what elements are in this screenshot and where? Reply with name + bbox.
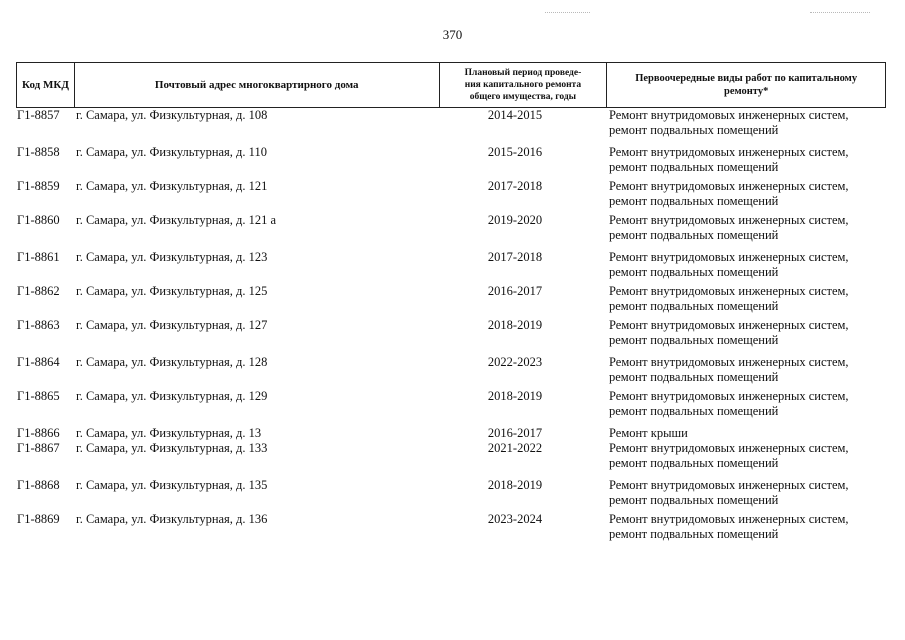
table-row xyxy=(16,426,886,441)
repair-period: 2021-2022 xyxy=(487,441,543,455)
repair-works-line: ремонт подвальных помещений xyxy=(609,404,779,418)
repair-works-line: ремонт подвальных помещений xyxy=(609,123,779,137)
repair-period: 2018-2019 xyxy=(487,389,543,403)
page-number: 370 xyxy=(442,27,463,42)
table-row xyxy=(16,441,886,478)
repair-works-line: Ремонт внутридомовых инженерных систем, xyxy=(609,108,849,122)
mkd-code: Г1-8868 xyxy=(17,478,60,492)
mkd-code: Г1-8862 xyxy=(17,284,60,298)
table-row xyxy=(16,355,886,389)
repair-works-line: ремонт подвальных помещений xyxy=(609,160,779,174)
mkd-code: Г1-8863 xyxy=(17,318,60,332)
repair-works xyxy=(607,250,886,284)
mkd-address: г. Самара, ул. Физкультурная, д. 121 xyxy=(76,179,268,193)
repair-period: 2022-2023 xyxy=(487,355,543,369)
repair-works xyxy=(607,145,886,179)
mkd-code: Г1-8858 xyxy=(17,145,60,159)
table-row xyxy=(16,284,886,318)
table-row xyxy=(16,250,886,284)
repair-works xyxy=(607,426,886,441)
mkd-code: Г1-8864 xyxy=(17,355,60,369)
header-works-line: ремонту* xyxy=(723,86,769,97)
mkd-code: Г1-8861 xyxy=(17,250,60,264)
table-row xyxy=(16,108,886,145)
scan-artifact-left xyxy=(545,12,590,14)
repair-works-line: ремонт подвальных помещений xyxy=(609,493,779,507)
mkd-address: г. Самара, ул. Физкультурная, д. 123 xyxy=(76,250,268,264)
repair-works xyxy=(607,441,886,478)
capital-repair-table xyxy=(16,62,886,552)
repair-works-line: Ремонт внутридомовых инженерных систем, xyxy=(609,441,849,455)
header-period-line: ния капитального ремонта xyxy=(464,80,582,90)
repair-works-line: Ремонт внутридомовых инженерных систем, xyxy=(609,145,849,159)
repair-works xyxy=(607,108,886,145)
repair-period: 2017-2018 xyxy=(487,179,543,193)
repair-works xyxy=(607,512,886,552)
table-body xyxy=(16,108,886,552)
table-row xyxy=(16,179,886,213)
mkd-address: г. Самара, ул. Физкультурная, д. 136 xyxy=(76,512,268,526)
repair-period: 2014-2015 xyxy=(487,108,543,122)
repair-works-line: ремонт подвальных помещений xyxy=(609,456,779,470)
scan-artifact-right xyxy=(810,12,870,14)
mkd-address: г. Самара, ул. Физкультурная, д. 110 xyxy=(76,145,267,159)
mkd-address: г. Самара, ул. Физкультурная, д. 128 xyxy=(76,355,268,369)
repair-works xyxy=(607,213,886,250)
header-code: Код МКД xyxy=(17,63,75,107)
mkd-code: Г1-8866 xyxy=(17,426,60,440)
table-row xyxy=(16,145,886,179)
repair-works-line: ремонт подвальных помещений xyxy=(609,370,779,384)
repair-works-line: Ремонт внутридомовых инженерных систем, xyxy=(609,478,849,492)
mkd-address: г. Самара, ул. Физкультурная, д. 108 xyxy=(76,108,268,122)
repair-works xyxy=(607,284,886,318)
header-period xyxy=(440,63,608,107)
mkd-address: г. Самара, ул. Физкультурная, д. 127 xyxy=(76,318,268,332)
repair-works xyxy=(607,478,886,512)
mkd-address: г. Самара, ул. Физкультурная, д. 13 xyxy=(76,426,262,440)
mkd-code: Г1-8859 xyxy=(17,179,60,193)
repair-works-line: Ремонт крыши xyxy=(609,426,688,440)
repair-period: 2015-2016 xyxy=(487,145,543,159)
header-period-line: Плановый период проведе- xyxy=(464,68,582,78)
repair-works-line: ремонт подвальных помещений xyxy=(609,228,779,242)
repair-period: 2019-2020 xyxy=(487,213,543,227)
repair-works-line: Ремонт внутридомовых инженерных систем, xyxy=(609,284,849,298)
repair-works-line: Ремонт внутридомовых инженерных систем, xyxy=(609,389,849,403)
repair-works-line: ремонт подвальных помещений xyxy=(609,527,779,541)
repair-works-line: Ремонт внутридомовых инженерных систем, xyxy=(609,179,849,193)
table-row xyxy=(16,478,886,512)
table-row xyxy=(16,389,886,426)
mkd-code: Г1-8865 xyxy=(17,389,60,403)
repair-period: 2023-2024 xyxy=(487,512,543,526)
repair-works-line: Ремонт внутридомовых инженерных систем, xyxy=(609,318,849,332)
repair-period: 2016-2017 xyxy=(487,284,543,298)
mkd-address: г. Самара, ул. Физкультурная, д. 129 xyxy=(76,389,268,403)
repair-works xyxy=(607,389,886,426)
repair-works-line: ремонт подвальных помещений xyxy=(609,265,779,279)
repair-works xyxy=(607,355,886,389)
header-works xyxy=(607,63,886,107)
table-row xyxy=(16,318,886,355)
repair-works-line: Ремонт внутридомовых инженерных систем, xyxy=(609,355,849,369)
repair-works-line: Ремонт внутридомовых инженерных систем, xyxy=(609,250,849,264)
header-address: Почтовый адрес многоквартирного дома xyxy=(75,63,440,107)
header-period-line: общего имущества, годы xyxy=(469,92,577,102)
header-works-line: Первоочередные виды работ по капитальному xyxy=(635,73,858,84)
mkd-code: Г1-8867 xyxy=(17,441,60,455)
mkd-address: г. Самара, ул. Физкультурная, д. 121 а xyxy=(76,213,277,227)
mkd-address: г. Самара, ул. Физкультурная, д. 133 xyxy=(76,441,268,455)
repair-period: 2016-2017 xyxy=(487,426,543,440)
table-header-row xyxy=(16,62,886,108)
table-row xyxy=(16,213,886,250)
repair-works-line: ремонт подвальных помещений xyxy=(609,194,779,208)
repair-works xyxy=(607,179,886,213)
repair-works-line: Ремонт внутридомовых инженерных систем, xyxy=(609,512,849,526)
mkd-address: г. Самара, ул. Физкультурная, д. 125 xyxy=(76,284,268,298)
mkd-code: Г1-8869 xyxy=(17,512,60,526)
repair-period: 2018-2019 xyxy=(487,318,543,332)
mkd-address: г. Самара, ул. Физкультурная, д. 135 xyxy=(76,478,268,492)
mkd-code: Г1-8857 xyxy=(17,108,60,122)
repair-works xyxy=(607,318,886,355)
repair-period: 2018-2019 xyxy=(487,478,543,492)
repair-works-line: Ремонт внутридомовых инженерных систем, xyxy=(609,213,849,227)
repair-works-line: ремонт подвальных помещений xyxy=(609,333,779,347)
repair-works-line: ремонт подвальных помещений xyxy=(609,299,779,313)
mkd-code: Г1-8860 xyxy=(17,213,60,227)
repair-period: 2017-2018 xyxy=(487,250,543,264)
table-row xyxy=(16,512,886,552)
